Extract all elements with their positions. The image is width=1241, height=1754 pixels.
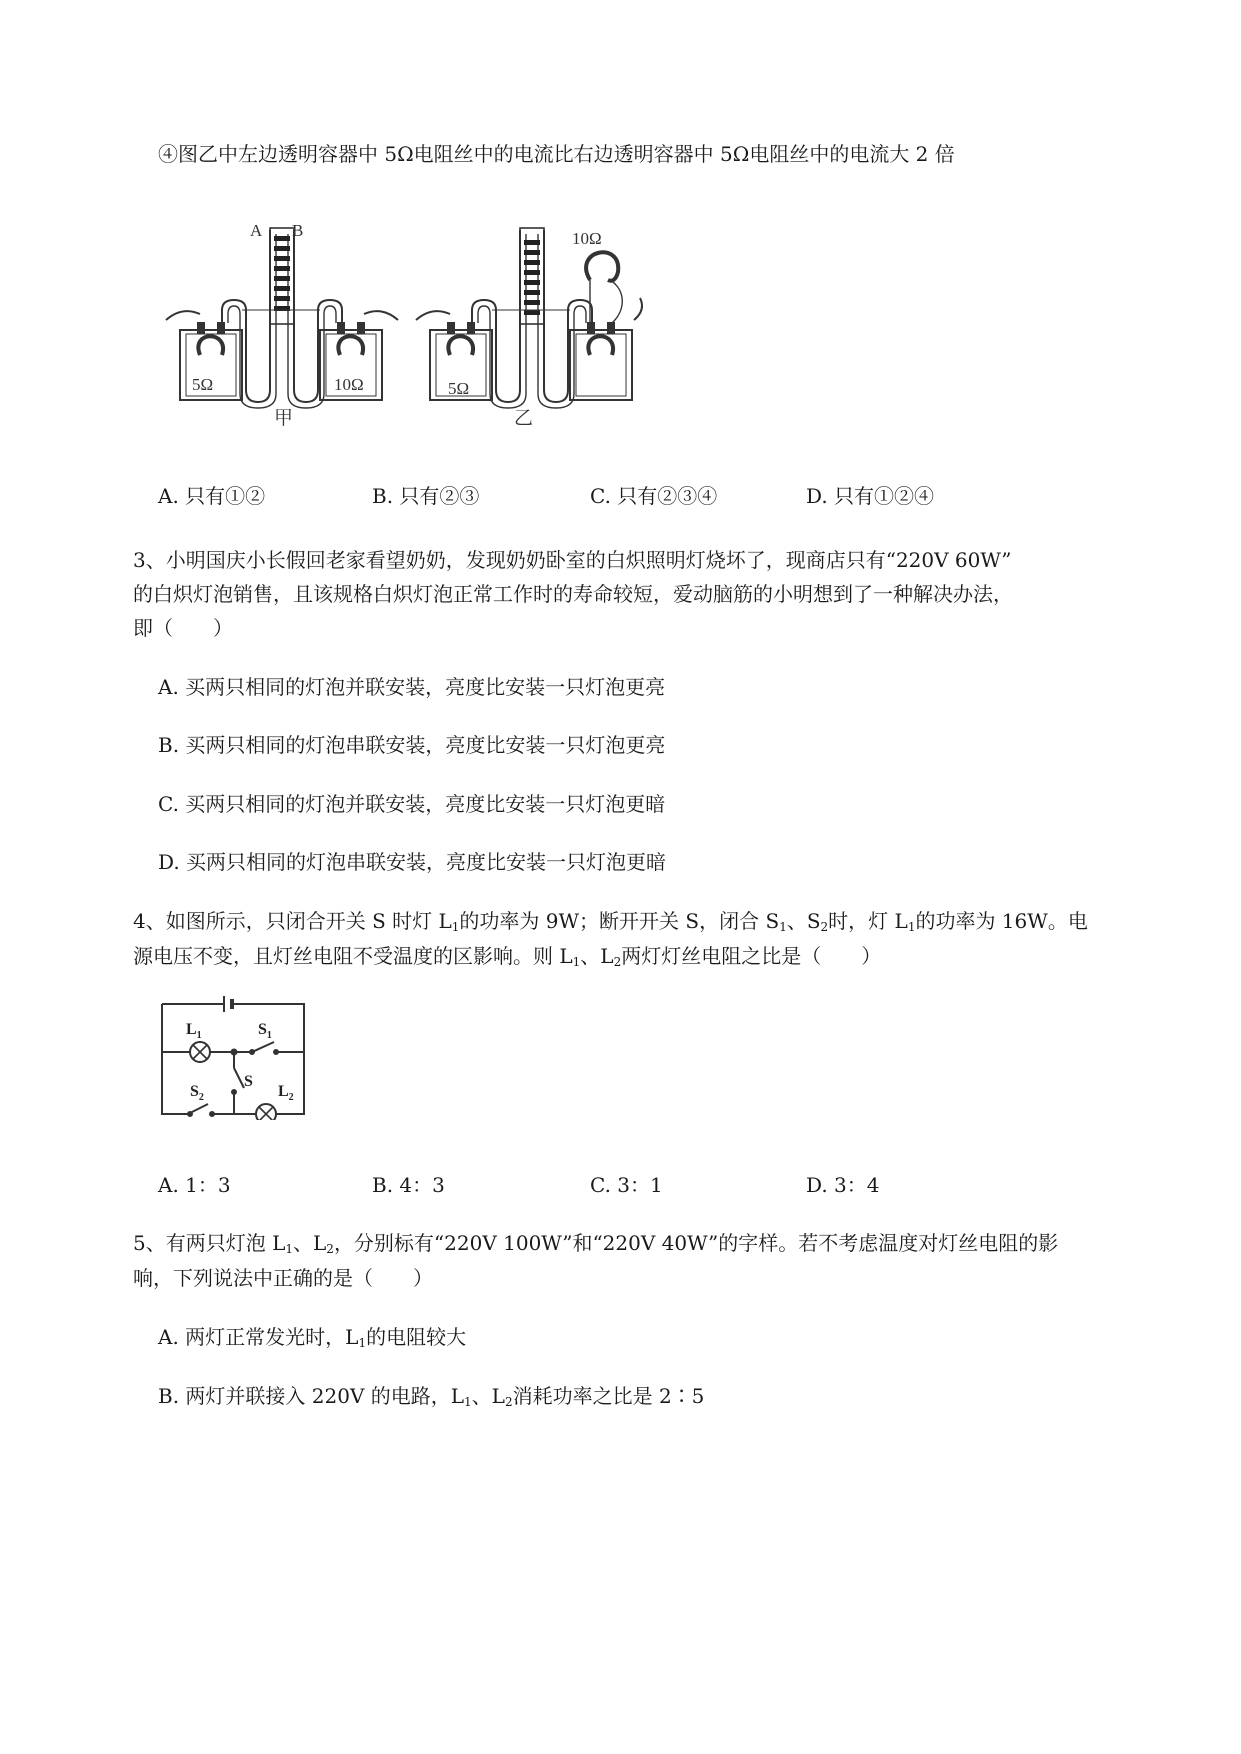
- q5-option-b[interactable]: B. 两灯并联接入 220V 的电路，$L_1$、$L_2$消耗功率之比是 2∶5: [158, 1384, 705, 1409]
- q5-option-a[interactable]: A. 两灯正常发光时，$L_1$的电阻较大: [158, 1325, 467, 1350]
- q5-stem-line-2: 响，下列说法中正确的是（ ）: [133, 1266, 433, 1290]
- q2-option-b[interactable]: B. 只有②③: [372, 484, 480, 508]
- label-l2: $L_2$: [278, 1083, 294, 1103]
- q3-option-c[interactable]: C. 买两只相同的灯泡并联安装，亮度比安装一只灯泡更暗: [158, 792, 666, 816]
- q4-option-c[interactable]: C. 3：1: [590, 1173, 663, 1197]
- figure-caption-yi: 乙: [514, 408, 534, 429]
- q3-option-a[interactable]: A. 买两只相同的灯泡并联安装，亮度比安装一只灯泡更亮: [158, 675, 666, 699]
- q4-option-d[interactable]: D. 3：4: [806, 1173, 880, 1197]
- label-s: S: [244, 1073, 253, 1090]
- q4-option-b[interactable]: B. 4：3: [372, 1173, 445, 1197]
- figure-jia: [162, 210, 402, 430]
- q2-option-c[interactable]: C. 只有②③④: [590, 484, 718, 508]
- figure-caption-jia: 甲: [274, 408, 294, 429]
- q4-option-a[interactable]: A. 1：3: [158, 1173, 231, 1197]
- q3-stem-line-3: 即（ ）: [133, 616, 233, 640]
- q2-option-d[interactable]: D. 只有①②④: [806, 484, 935, 508]
- statement-item-4: ④图乙中左边透明容器中 5Ω电阻丝中的电流比右边透明容器中 5Ω电阻丝中的电流大 2 倍: [158, 142, 955, 166]
- q3-option-b[interactable]: B. 买两只相同的灯泡串联安装，亮度比安装一只灯泡更亮: [158, 733, 666, 757]
- q2-option-a[interactable]: A. 只有①②: [158, 484, 266, 508]
- label-s2: $S_2$: [190, 1083, 204, 1103]
- q4-stem-line-2: 源电压不变，且灯丝电阻不受温度的区影响。则 $L_1$、$L_2$两灯灯丝电阻之比是（ ）: [133, 944, 882, 969]
- label-b: B: [292, 221, 304, 240]
- q3-stem-line-1: 3、小明国庆小长假回老家看望奶奶，发现奶奶卧室的白炽照明灯烧坏了，现商店只有“220V 60W”: [133, 548, 1012, 572]
- resistor-label-10ohm-external: 10Ω: [572, 229, 602, 248]
- resistor-label-5ohm: 5Ω: [448, 379, 470, 398]
- figure-yi: [412, 210, 652, 430]
- label-a: A: [250, 221, 263, 240]
- label-l1: $L_1$: [186, 1021, 202, 1041]
- resistor-label-10ohm: 10Ω: [334, 375, 364, 394]
- q4-stem-line-1: 4、如图所示，只闭合开关 S 时灯 $L_1$的功率为 9W；断开开关 S，闭合 $S_1$、$S_2$时，灯 $L_1$的功率为 16W。电: [133, 909, 1088, 934]
- label-s1: $S_1$: [258, 1021, 272, 1041]
- resistor-label-5ohm: 5Ω: [192, 375, 214, 394]
- q3-option-d[interactable]: D. 买两只相同的灯泡串联安装，亮度比安装一只灯泡更暗: [158, 850, 667, 874]
- q3-stem-line-2: 的白炽灯泡销售，且该规格白炽灯泡正常工作时的寿命较短，爱动脑筋的小明想到了一种解决办法，: [133, 582, 1013, 606]
- circuit-diagram: [156, 996, 316, 1120]
- q5-stem-line-1: 5、有两只灯泡 $L_1$、$L_2$，分别标有“220V 100W”和“220V 40W”的字样。若不考虑温度对灯丝电阻的影: [133, 1231, 1059, 1256]
